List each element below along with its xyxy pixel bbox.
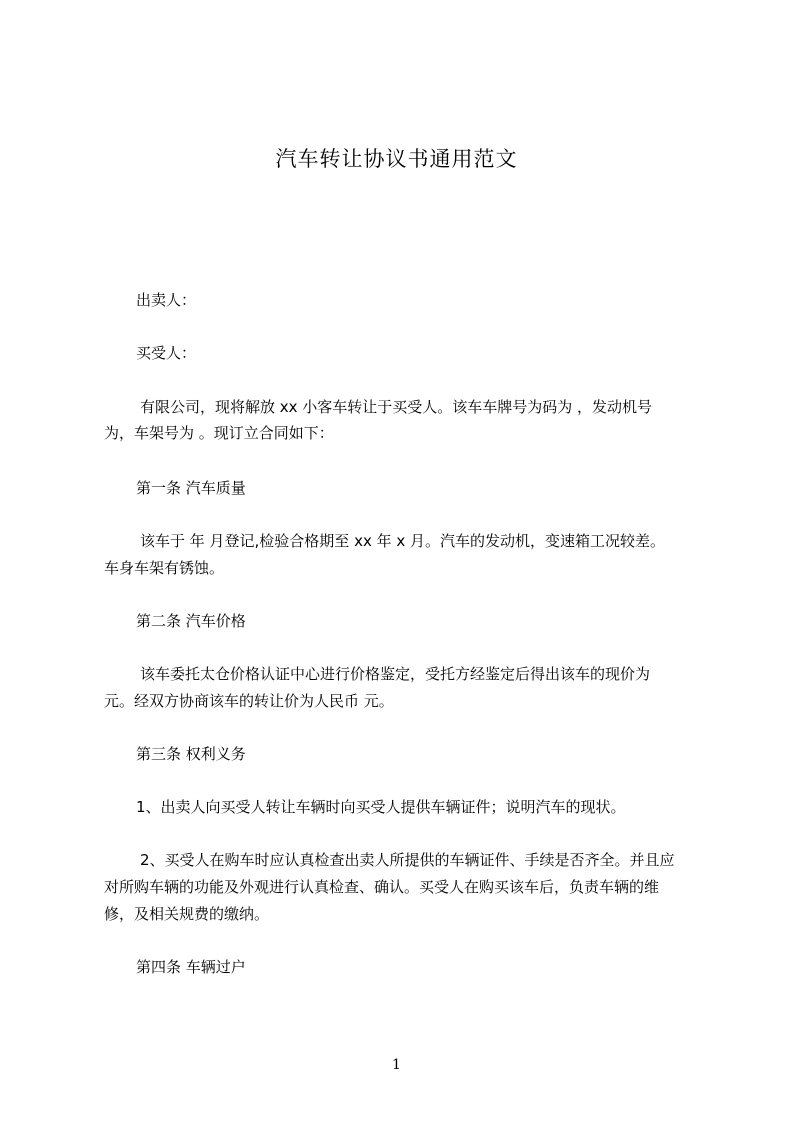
article-3-item-2-line-2: 对所购车辆的功能及外观进行认真检查、确认。买受人在购买该车后，负责车辆的维	[104, 878, 660, 896]
seller-label: 出卖人：	[136, 291, 197, 309]
article-3-item-2-line-3: 修，及相关规费的缴纳。	[104, 905, 270, 923]
document-title: 汽车转让协议书通用范文	[275, 147, 518, 171]
article-4-heading: 第四条 车辆过户	[136, 958, 246, 976]
article-3-item-2-line-1: 2、买受人在购车时应认真检查出卖人所提供的车辆证件、手续是否齐全。并且应	[140, 851, 675, 869]
article-2-heading: 第二条 汽车价格	[136, 612, 246, 630]
page-number: 1	[392, 1057, 401, 1073]
article-1-line-1: 该车于 年 月登记,检验合格期至 xx 年 x 月。汽车的发动机，变速箱工况较差。	[140, 532, 666, 550]
article-1-line-2: 车身车架有锈蚀。	[104, 559, 225, 577]
article-2-line-1: 该车委托太仓价格认证中心进行价格鉴定，受托方经鉴定后得出该车的现价为	[140, 665, 651, 683]
article-3-heading: 第三条 权利义务	[136, 745, 246, 763]
article-1-heading: 第一条 汽车质量	[136, 479, 246, 497]
intro-line-1: 有限公司，现将解放 xx 小客车转让于买受人。该车车牌号为码为 ，发动机号	[140, 398, 653, 416]
article-3-item-1: 1、出卖人向买受人转让车辆时向买受人提供车辆证件；说明汽车的现状。	[136, 798, 626, 816]
intro-line-2: 为，车架号为 。现订立合同如下：	[104, 424, 334, 442]
buyer-label: 买受人：	[136, 344, 197, 362]
article-2-line-2: 元。经双方协商该车的转让价为人民币 元。	[104, 692, 394, 710]
